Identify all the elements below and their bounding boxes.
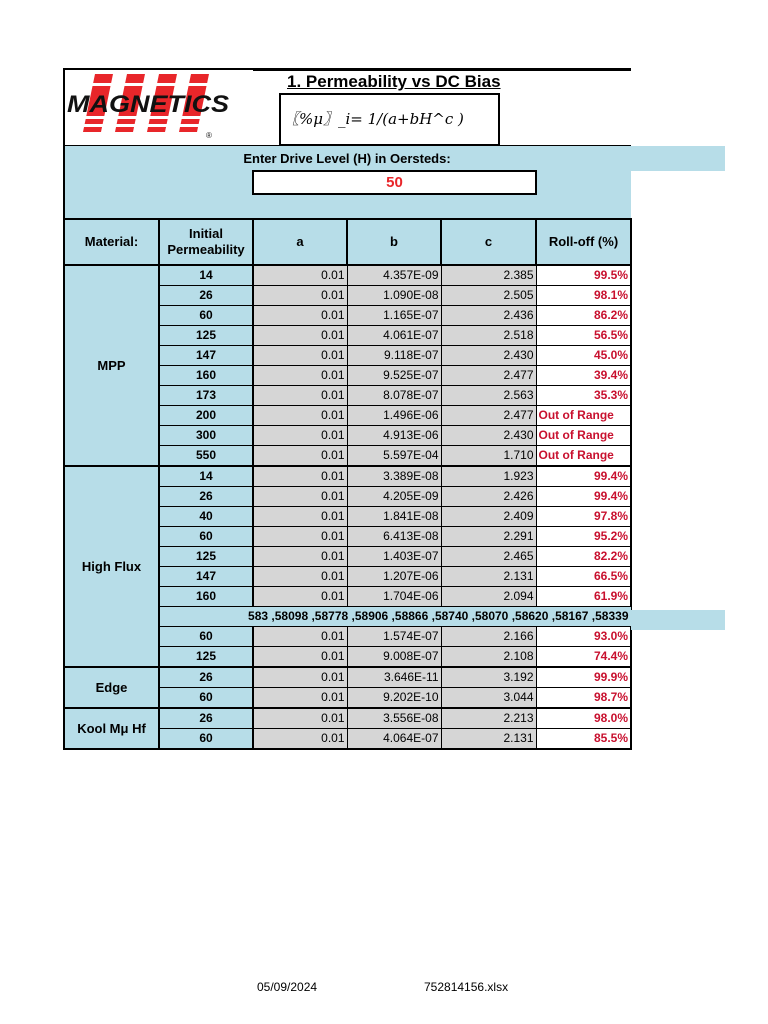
coefficient-c-cell[interactable]: 2.436 [441, 306, 536, 326]
coefficient-a-cell[interactable]: 0.01 [253, 507, 347, 527]
coefficient-c-cell[interactable]: 2.291 [441, 527, 536, 547]
coefficient-a-cell[interactable]: 0.01 [253, 688, 347, 709]
footer-filename: 752814156.xlsx [424, 980, 509, 994]
coefficient-a-cell[interactable]: 0.01 [253, 547, 347, 567]
initial-permeability-cell: 125 [159, 647, 253, 668]
column-header-permeability: Initial Permeability [159, 219, 253, 265]
initial-permeability-cell: 40 [159, 507, 253, 527]
coefficient-c-cell[interactable]: 2.426 [441, 487, 536, 507]
rolloff-cell: Out of Range [536, 406, 631, 426]
initial-permeability-cell: 160 [159, 587, 253, 607]
part-number-note: 58339, 58167, 58620, 58070, 58740, 58866, 58906, 58778, 58098, 583 [159, 607, 631, 627]
column-header-material: Material: [64, 219, 159, 265]
initial-permeability-cell: 147 [159, 567, 253, 587]
coefficient-b-cell[interactable]: 3.556E-08 [347, 708, 441, 729]
rolloff-cell: 39.4% [536, 366, 631, 386]
rolloff-cell: 95.2% [536, 527, 631, 547]
coefficient-b-cell[interactable]: 3.389E-08 [347, 466, 441, 487]
coefficient-b-cell[interactable]: 1.090E-08 [347, 286, 441, 306]
coefficient-a-cell[interactable]: 0.01 [253, 326, 347, 346]
note-row-extension [631, 610, 725, 630]
permeability-table [63, 218, 632, 750]
initial-permeability-cell: 60 [159, 688, 253, 709]
coefficient-b-cell[interactable]: 4.205E-09 [347, 487, 441, 507]
coefficient-c-cell[interactable]: 2.166 [441, 627, 536, 647]
formula-box: 〖%μ〗_i= 1/(a+bH^c ) [279, 93, 500, 146]
page-title: 1. Permeability vs DC Bias [287, 72, 501, 91]
coefficient-a-cell[interactable]: 0.01 [253, 527, 347, 547]
coefficient-b-cell[interactable]: 4.064E-07 [347, 729, 441, 750]
coefficient-b-cell[interactable]: 3.646E-11 [347, 667, 441, 688]
coefficient-a-cell[interactable]: 0.01 [253, 406, 347, 426]
table-row [64, 667, 631, 688]
material-cell: Edge [64, 667, 159, 708]
rolloff-cell: 98.0% [536, 708, 631, 729]
coefficient-c-cell[interactable]: 2.094 [441, 587, 536, 607]
coefficient-b-cell[interactable]: 8.078E-07 [347, 386, 441, 406]
footer-date: 05/09/2024 [257, 980, 318, 994]
rolloff-cell: 99.5% [536, 265, 631, 286]
column-header-a: a [253, 219, 347, 265]
coefficient-a-cell[interactable]: 0.01 [253, 286, 347, 306]
coefficient-b-cell[interactable]: 1.841E-08 [347, 507, 441, 527]
rolloff-cell: 85.5% [536, 729, 631, 750]
rolloff-cell: 56.5% [536, 326, 631, 346]
coefficient-b-cell[interactable]: 9.118E-07 [347, 346, 441, 366]
coefficient-a-cell[interactable]: 0.01 [253, 587, 347, 607]
coefficient-c-cell[interactable]: 2.108 [441, 647, 536, 668]
rolloff-cell: 99.4% [536, 466, 631, 487]
coefficient-a-cell[interactable]: 0.01 [253, 567, 347, 587]
coefficient-a-cell[interactable]: 0.01 [253, 346, 347, 366]
logo-text: MAGNETICS [67, 91, 229, 118]
initial-permeability-cell: 26 [159, 487, 253, 507]
drive-level-input[interactable]: 50 [252, 170, 537, 195]
coefficient-a-cell[interactable]: 0.01 [253, 265, 347, 286]
initial-permeability-cell: 160 [159, 366, 253, 386]
coefficient-b-cell[interactable]: 4.357E-09 [347, 265, 441, 286]
initial-permeability-cell: 14 [159, 265, 253, 286]
coefficient-b-cell[interactable]: 5.597E-04 [347, 446, 441, 467]
coefficient-a-cell[interactable]: 0.01 [253, 487, 347, 507]
material-cell: Kool Mμ Hf [64, 708, 159, 749]
coefficient-c-cell[interactable]: 2.213 [441, 708, 536, 729]
column-header-b: b [347, 219, 441, 265]
coefficient-b-cell[interactable]: 4.913E-06 [347, 426, 441, 446]
table-row [64, 708, 631, 729]
coefficient-b-cell[interactable]: 6.413E-08 [347, 527, 441, 547]
coefficient-a-cell[interactable]: 0.01 [253, 667, 347, 688]
coefficient-b-cell[interactable]: 1.574E-07 [347, 627, 441, 647]
initial-permeability-cell: 125 [159, 547, 253, 567]
magnetics-logo [65, 70, 253, 146]
rolloff-cell: 86.2% [536, 306, 631, 326]
initial-permeability-cell: 300 [159, 426, 253, 446]
column-header-c: c [441, 219, 536, 265]
coefficient-b-cell[interactable]: 1.165E-07 [347, 306, 441, 326]
initial-permeability-cell: 125 [159, 326, 253, 346]
coefficient-b-cell[interactable]: 9.202E-10 [347, 688, 441, 709]
initial-permeability-cell: 60 [159, 729, 253, 750]
rolloff-cell: 35.3% [536, 386, 631, 406]
coefficient-a-cell[interactable]: 0.01 [253, 446, 347, 467]
coefficient-c-cell[interactable]: 2.385 [441, 265, 536, 286]
table-row [64, 265, 631, 286]
rolloff-cell: 61.9% [536, 587, 631, 607]
coefficient-b-cell[interactable]: 1.496E-06 [347, 406, 441, 426]
coefficient-c-cell[interactable]: 2.430 [441, 346, 536, 366]
material-cell: High Flux [64, 466, 159, 667]
column-header-rolloff: Roll-off (%) [536, 219, 631, 265]
rolloff-cell: 98.7% [536, 688, 631, 709]
initial-permeability-cell: 550 [159, 446, 253, 467]
coefficient-a-cell[interactable]: 0.01 [253, 386, 347, 406]
logo-container [63, 68, 253, 146]
coefficient-b-cell[interactable]: 4.061E-07 [347, 326, 441, 346]
coefficient-a-cell[interactable]: 0.01 [253, 426, 347, 446]
coefficient-c-cell[interactable]: 2.505 [441, 286, 536, 306]
coefficient-c-cell[interactable]: 2.563 [441, 386, 536, 406]
rolloff-cell: 93.0% [536, 627, 631, 647]
coefficient-c-cell[interactable]: 2.409 [441, 507, 536, 527]
table-header-row [64, 219, 631, 265]
rolloff-cell: 97.8% [536, 507, 631, 527]
coefficient-c-cell[interactable]: 1.923 [441, 466, 536, 487]
coefficient-b-cell[interactable]: 9.008E-07 [347, 647, 441, 668]
coefficient-a-cell[interactable]: 0.01 [253, 306, 347, 326]
coefficient-c-cell[interactable]: 3.192 [441, 667, 536, 688]
coefficient-b-cell[interactable]: 1.704E-06 [347, 587, 441, 607]
table-row [64, 466, 631, 487]
coefficient-c-cell[interactable]: 2.465 [441, 547, 536, 567]
initial-permeability-cell: 147 [159, 346, 253, 366]
coefficient-a-cell[interactable]: 0.01 [253, 647, 347, 668]
rolloff-cell: Out of Range [536, 446, 631, 467]
coefficient-c-cell[interactable]: 2.430 [441, 426, 536, 446]
coefficient-c-cell[interactable]: 1.710 [441, 446, 536, 467]
coefficient-c-cell[interactable]: 3.044 [441, 688, 536, 709]
coefficient-c-cell[interactable]: 2.131 [441, 729, 536, 750]
rolloff-cell: 82.2% [536, 547, 631, 567]
initial-permeability-cell: 60 [159, 306, 253, 326]
coefficient-a-cell[interactable]: 0.01 [253, 729, 347, 750]
rolloff-cell: Out of Range [536, 426, 631, 446]
rolloff-cell: 45.0% [536, 346, 631, 366]
initial-permeability-cell: 173 [159, 386, 253, 406]
coefficient-b-cell[interactable]: 1.207E-06 [347, 567, 441, 587]
rolloff-cell: 98.1% [536, 286, 631, 306]
coefficient-c-cell[interactable]: 2.477 [441, 366, 536, 386]
initial-permeability-cell: 26 [159, 708, 253, 729]
coefficient-a-cell[interactable]: 0.01 [253, 708, 347, 729]
rolloff-cell: 66.5% [536, 567, 631, 587]
coefficient-c-cell[interactable]: 2.518 [441, 326, 536, 346]
initial-permeability-cell: 14 [159, 466, 253, 487]
coefficient-a-cell[interactable]: 0.01 [253, 627, 347, 647]
material-cell: MPP [64, 265, 159, 466]
initial-permeability-cell: 200 [159, 406, 253, 426]
rolloff-cell: 99.9% [536, 667, 631, 688]
initial-permeability-cell: 60 [159, 627, 253, 647]
coefficient-b-cell[interactable]: 9.525E-07 [347, 366, 441, 386]
rolloff-cell: 99.4% [536, 487, 631, 507]
input-band-extension [631, 146, 725, 171]
coefficient-c-cell[interactable]: 2.131 [441, 567, 536, 587]
initial-permeability-cell: 26 [159, 286, 253, 306]
drive-level-label: Enter Drive Level (H) in Oersteds: [243, 151, 451, 166]
initial-permeability-cell: 26 [159, 667, 253, 688]
coefficient-a-cell[interactable]: 0.01 [253, 466, 347, 487]
initial-permeability-cell: 60 [159, 527, 253, 547]
coefficient-b-cell[interactable]: 1.403E-07 [347, 547, 441, 567]
registered-mark: ® [206, 131, 212, 140]
coefficient-a-cell[interactable]: 0.01 [253, 366, 347, 386]
coefficient-c-cell[interactable]: 2.477 [441, 406, 536, 426]
rolloff-cell: 74.4% [536, 647, 631, 668]
